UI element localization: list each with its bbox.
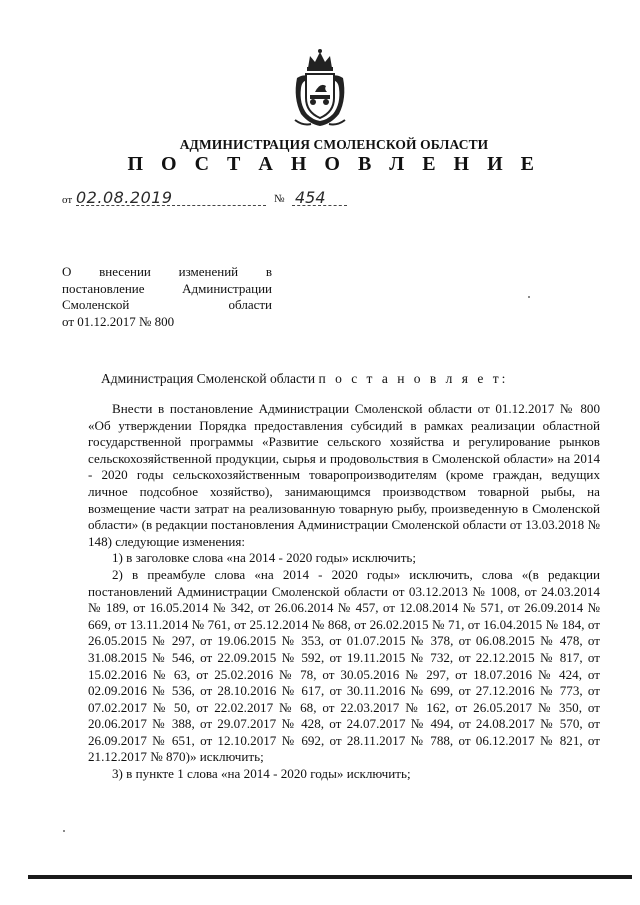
subject-line: Смоленской области (62, 297, 272, 312)
body-paragraph: Внести в постановление Администрации Смоленской области от 01.12.2017 № 800 «Об утверждении Порядка предоставления субсидий в рамках реализации областной государственной программы «Развитие сельского хозяйства и регулирование рынков сельскохозяйственной продукции, сырья и продовольствия в Смоленской области» на 2014 - 2020 годы сельскохозяйственным товаропроизводителям (кроме граждан, ведущих личное подсобное хозяйство), занимающимся производством товарной рыбы, на возмещение части затрат на реализованную товарную рыбу, произведенную в Смоленской области» (в редакции постановления Администрации Смоленской области от 13.03.2018 № 148) следующие изменения: (88, 401, 600, 549)
document-type-title: П О С Т А Н О В Л Е Н И Е (127, 153, 541, 175)
organization-title: АДМИНИСТРАЦИЯ СМОЛЕНСКОЙ ОБЛАСТИ (179, 137, 489, 152)
body-paragraph: 2) в преамбуле слова «на 2014 - 2020 годы» исключить, слова «(в редакции постановлений Администрации Смоленской области от 03.12.2013 № 1008, от 24.03.2014 № 189, от 16.05.2014 № 342, от 26.06.2014 № 457, от 12.08.2014 № 571, от 26.09.2014 № 669, от 13.11.2014 № 761, от 25.12.2014 № 868, от 26.02.2015 № 71, от 16.04.2015 № 184, от 26.05.2015 № 297, от 19.06.2015 № 353, от 01.07.2015 № 378, от 06.08.2015 № 478, от 31.08.2015 № 546, от 22.09.2015 № 592, от 19.11.2015 № 732, от 22.12.2015 № 817, от 15.02.2016 № 63, от 25.02.2016 № 78, от 30.05.2016 № 297, от 18.07.2016 № 424, от 02.09.2016 № 536, от 28.10.2016 № 617, от 30.11.2016 № 699, от 27.12.2016 № 773, от 07.02.2017 № 50, от 22.02.2017 № 68, от 22.03.2017 № 162, от 26.05.2017 № 350, от 20.06.2017 № 388, от 29.07.2017 № 428, от 24.07.2017 № 494, от 24.08.2017 № 570, от 26.09.2017 № 651, от 12.10.2017 № 692, от 28.11.2017 № 788, от 06.12.2017 № 821, от 21.12.2017 № 870)» исключить; (88, 566, 600, 765)
subject-line: постановление Администрации (62, 280, 272, 296)
subject-line: О внесении изменений в (62, 264, 272, 279)
document-number: 454 (295, 188, 326, 207)
document-body (88, 401, 600, 783)
scan-speck (528, 296, 530, 298)
document-subject (62, 264, 272, 330)
smolensk-coat-of-arms-icon (291, 48, 349, 128)
date-prefix: от (62, 194, 73, 206)
decree-verb: п о с т а н о в л я е т: (318, 371, 509, 386)
number-underline (292, 205, 347, 206)
scan-speck (63, 830, 65, 832)
number-sign: № (274, 193, 285, 205)
body-paragraph: 1) в заголовке слова «на 2014 - 2020 годы» исключить; (112, 550, 417, 566)
dateline (62, 188, 326, 210)
body-paragraph: 3) в пункте 1 слова «на 2014 - 2020 годы» исключить; (112, 766, 411, 782)
subject-line: от 01.12.2017 № 800 (62, 313, 175, 329)
date-underline (76, 205, 266, 206)
decree-line (101, 371, 508, 387)
decree-authority: Администрация Смоленской области (101, 371, 316, 386)
scan-edge-rule (28, 875, 632, 879)
document-date: 02.08.2019 (76, 188, 173, 207)
